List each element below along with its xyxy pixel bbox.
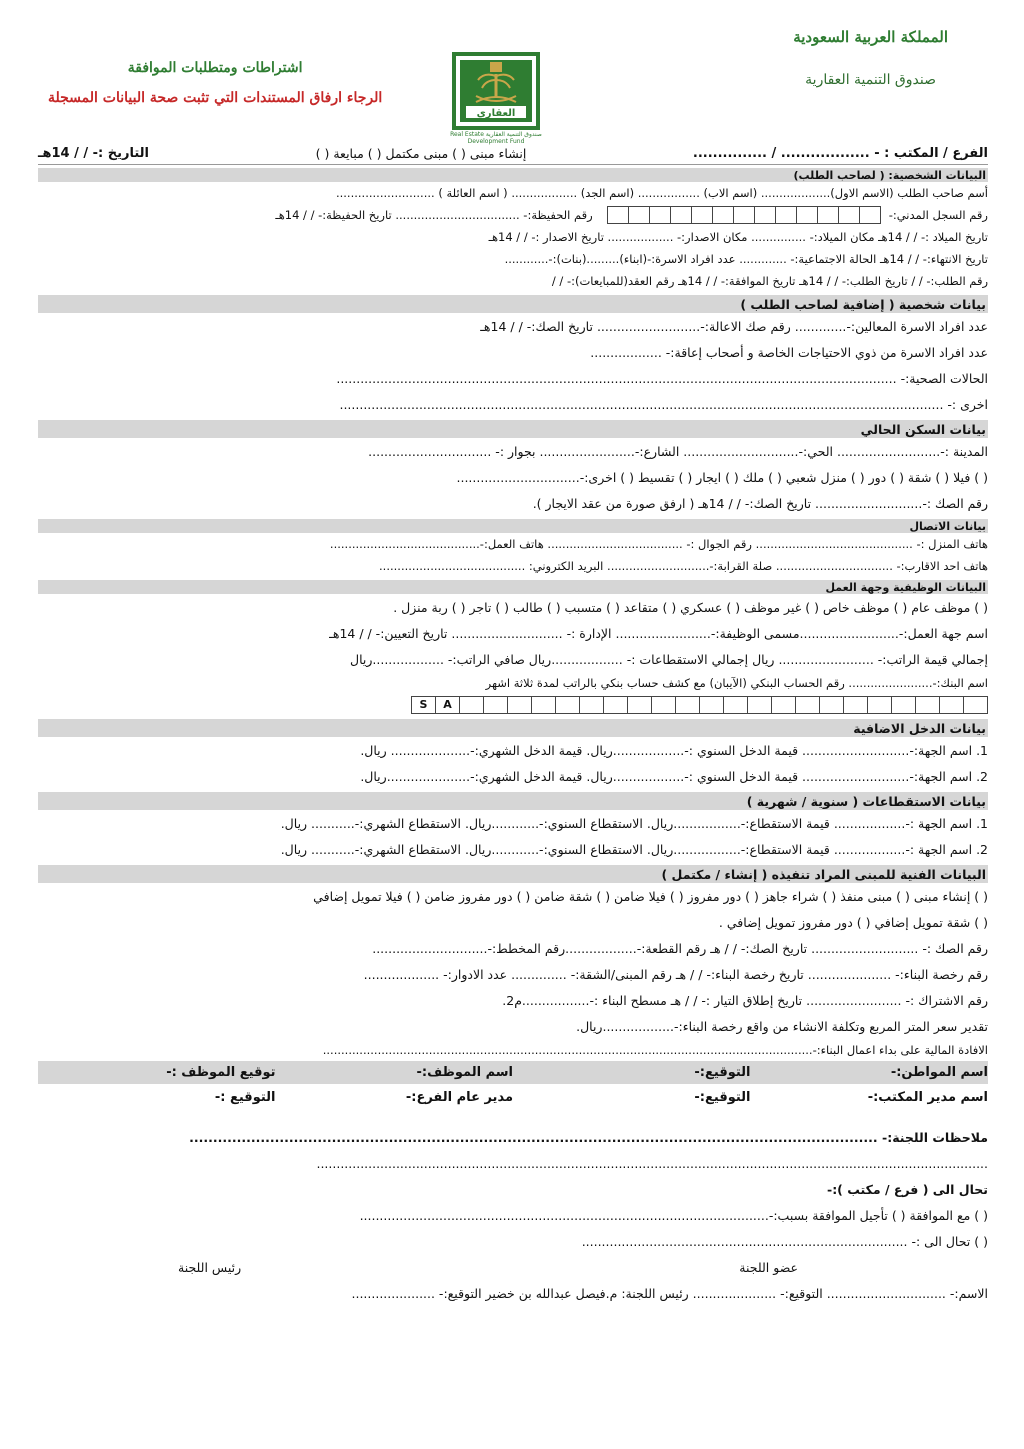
personal-section-header: البيانات الشخصية: ( لصاحب الطلب) [38, 168, 988, 182]
applicant-name-line[interactable]: أسم صاحب الطلب (الاسم الاول)................... (اسم الاب) ................. (اسم الجد) .................. ( اسم العائلة ) ........................... [335, 186, 988, 200]
branch-manager[interactable]: مدير عام الفرع:- [405, 1089, 513, 1105]
request-type-options[interactable]: إنشاء مبنى ( ) مبنى مكتمل ( ) مبايعة ( ) [315, 145, 527, 161]
approval-options[interactable]: ( ) مع الموافقة ( ) تأجيل الموافقة بسبب:-....................................................................................................... [359, 1207, 988, 1223]
extra-income-line-2[interactable]: 2. اسم الجهة:-........................... قيمة الدخل السنوي :-..................ريال. قيمة الدخل الشهري:-.....................ريال. [360, 768, 988, 784]
power-line[interactable]: رقم الاشتراك :- ........................ تاريخ إطلاق التيار :- / / هـ مسطح البناء :-.................م2. [502, 992, 988, 1008]
salary-line[interactable]: إجمالي قيمة الراتب:- ........................ ريال إجمالي الاستقطاعات :- ..................ريال صافي الراتب:- ..................ريال [350, 651, 988, 667]
form-date[interactable]: التاريخ :- / / 14هـ [38, 145, 150, 161]
citizen-name[interactable]: اسم المواطن:- [890, 1065, 988, 1080]
refer-title: تحال الى ( فرع / مكتب ):- [827, 1181, 988, 1197]
citizen-signature[interactable]: التوقيع:- [694, 1065, 751, 1080]
bank-line[interactable]: اسم البنك:-....................... رقم الحساب البنكي (الآيبان) مع كشف حساب بنكي بالراتب لمدة ثلاثة اشهر [485, 676, 988, 690]
conditions-title: اشتراطات ومتطلبات الموافقة [127, 60, 303, 76]
civil-id-label: رقم السجل المدني:- [888, 208, 988, 222]
financial-line[interactable]: الافادة المالية على بداء اعمال البناء:-...................................................................................................................................... [322, 1043, 988, 1057]
deed-line[interactable]: رقم الصك :-........................... تاريخ الصك:- / / 14هـ ( ارفق صورة من عقد الايجار ). [532, 495, 988, 511]
committee-notes-line-2[interactable]: ......................................................................................................................................................................... [316, 1155, 988, 1171]
phones-line[interactable]: هاتف المنزل :- ........................................... رقم الجوال :- ..................................... هاتف العمل:-......................................... [329, 537, 988, 551]
requirements-block [48, 60, 382, 106]
building-type-line[interactable]: ( ) إنشاء مبنى ( ) مبنى منفذ ( ) شراء جاهز ( ) دور مفروز ( ) فيلا ضامن ( ) شقة ضامن ( ) دور مفروز ضامن ( ) فيلا تمويل إضافي [313, 888, 988, 904]
civil-id-boxes[interactable] [607, 206, 881, 224]
hafiza-line[interactable]: رقم الحفيظة:- .................................. تاريخ الحفيظة:- / / 14هـ [275, 208, 593, 222]
health-line[interactable]: الحالات الصحية:- ............................................................................................................................................. [336, 370, 988, 386]
fund-logo [450, 52, 542, 145]
dependents-line[interactable]: عدد افراد الاسرة المعالين:-............. رقم صك الاعالة:-.......................... تاريخ الصك:- / / 14هـ [480, 318, 988, 334]
form-page [38, 22, 988, 1306]
technical-section-header: البيانات الفنية للمبنى المراد تنفيذه ( إنشاء / مكتمل ) [38, 865, 988, 883]
other-line[interactable]: اخرى :- ........................................................................................................................................................ [339, 396, 988, 412]
deduction-line-1[interactable]: 1. اسم الجهة :-.................. قيمة الاستقطاع:-.................ريال. الاستقطاع السنوي:-............ريال. الاستقطاع الشهري:-........... ريال. [280, 815, 988, 831]
committee-head-label: رئيس اللجنة [178, 1259, 242, 1275]
job-section-header: البيانات الوظيفية وجهة العمل [38, 580, 988, 594]
branch-manager-signature[interactable]: التوقيع :- [214, 1089, 276, 1105]
request-line[interactable]: رقم الطلب:- / / تاريخ الطلب:- / / 14هـ تاريخ الموافقة:- / / 14هـ رقم العقد(للمبايعات):- / / [551, 274, 988, 288]
committee-notes[interactable]: ملاحظات اللجنة:- ................................................................................................................................................. [189, 1129, 988, 1145]
issuer-block [793, 28, 948, 88]
header [38, 22, 988, 145]
special-needs-line[interactable]: عدد افراد الاسرة من ذوي الاحتياجات الخاصة و أصحاب إعاقة:- .................. [590, 344, 988, 360]
attach-note: الرجاء ارفاق المستندات التي تثبت صحة البيانات المسجلة [48, 90, 383, 106]
logo-caption: صندوق التنمية العقارية Real Estate Development Fund [450, 131, 542, 145]
signature-row-1 [38, 1061, 988, 1084]
employee-name[interactable]: اسم الموظف:- [416, 1065, 513, 1080]
deduction-line-2[interactable]: 2. اسم الجهة :-.................. قيمة الاستقطاع:-.................ريال. الاستقطاع السنوي:-............ريال. الاستقطاع الشهري:-........... ريال. [280, 841, 988, 857]
employment-type-line[interactable]: ( ) موظف عام ( ) موظف خاص ( ) غير موظف ( ) عسكري ( ) متقاعد ( ) متسبب ( ) طالب ( ) تاجر ( ) ربة منزل . [393, 599, 988, 615]
office-manager-signature[interactable]: التوقيع:- [694, 1089, 751, 1105]
refer-to-line[interactable]: ( ) تحال الى :- .................................................................................. [581, 1233, 988, 1249]
extra-income-section-header: بيانات الدخل الاضافية [38, 719, 988, 737]
housing-type-line[interactable]: ( ) فيلا ( ) شقة ( ) دور ( ) منزل شعبي ( ) ملك ( ) ايجار ( ) تقسيط ( ) اخرى:-............................... [456, 469, 988, 485]
kingdom-name: المملكة العربية السعودية [793, 28, 948, 46]
iban-boxes[interactable]: S A [38, 696, 988, 716]
committee-roles [38, 1254, 988, 1280]
fund-name: صندوق التنمية العقارية [805, 72, 937, 88]
committee-member-label: عضو اللجنة [739, 1259, 798, 1275]
birth-line[interactable]: تاريخ الميلاد :- / / 14هـ مكان الميلاد:- ............... مكان الاصدار:- .................. تاريخ الاصدار :- / / 14هـ [488, 230, 988, 244]
extra-income-line-1[interactable]: 1. اسم الجهة:-........................... قيمة الدخل السنوي :-..................ريال. قيمة الدخل الشهري:-.................... ريال. [360, 742, 988, 758]
expiry-line[interactable]: تاريخ الانتهاء:- / / 14هـ الحالة الاجتماعية:- ............. عدد افراد الاسرة:-(ابناء).........(بنات):-............ [504, 252, 988, 266]
additional-section-header: بيانات شخصية ( إضافية لصاحب الطلب ) [38, 295, 988, 313]
housing-section-header: بيانات السكن الحالي [38, 420, 988, 438]
palm-swords-icon [450, 52, 542, 130]
building-type-line-2[interactable]: ( ) شقة تمويل إضافي ( ) دور مفروز تمويل إضافي . [718, 914, 988, 930]
office-manager-name[interactable]: اسم مدير المكتب:- [867, 1089, 988, 1105]
contact-section-header: بيانات الاتصال [38, 519, 988, 533]
relative-line[interactable]: هاتف احد الاقارب:- ................................ صلة القرابة:-............................ البريد الكتروني: ........................................ [379, 559, 988, 573]
employer-line[interactable]: اسم جهة العمل:-.........................مسمى الوظيفة:-........................ الإدارة :- ............................ تاريخ التعيين:- / / 14هـ [329, 625, 988, 641]
branch-field[interactable]: الفرع / المكتب : - .................. / ............... [692, 145, 988, 161]
committee-signature-line[interactable]: الاسم:- .............................. التوقيع:- ..................... رئيس اللجنة: م.فيصل عبدالله بن خضير التوقيع:- ..................... [351, 1285, 988, 1301]
address-line[interactable]: المدينة :-.......................... الحي:-............................. الشارع:-........................ بجوار :- ............................... [368, 443, 988, 459]
branch-date-line [38, 142, 988, 165]
civil-id-line [38, 204, 988, 226]
permit-line[interactable]: رقم رخصة البناء:- ..................... تاريخ رخصة البناء:- / / هـ رقم المبنى/الشقة:- .............. عدد الادوار:- ................... [363, 966, 988, 982]
svg-text:العقاري: العقاري [476, 108, 516, 119]
plot-deed-line[interactable]: رقم الصك :- ........................... تاريخ الصك:- / / هـ رقم القطعة:-..................رقم المخطط:-............................. [372, 940, 988, 956]
signature-row-2 [38, 1084, 988, 1110]
employee-signature[interactable]: توقيع الموظف :- [166, 1065, 276, 1080]
cost-estimate-line[interactable]: تقدير سعر المتر المربع وتكلفة الانشاء من واقع رخصة البناء:-..................ريال. [576, 1018, 988, 1034]
deductions-section-header: بيانات الاستقطاعات ( سنوية / شهرية ) [38, 792, 988, 810]
